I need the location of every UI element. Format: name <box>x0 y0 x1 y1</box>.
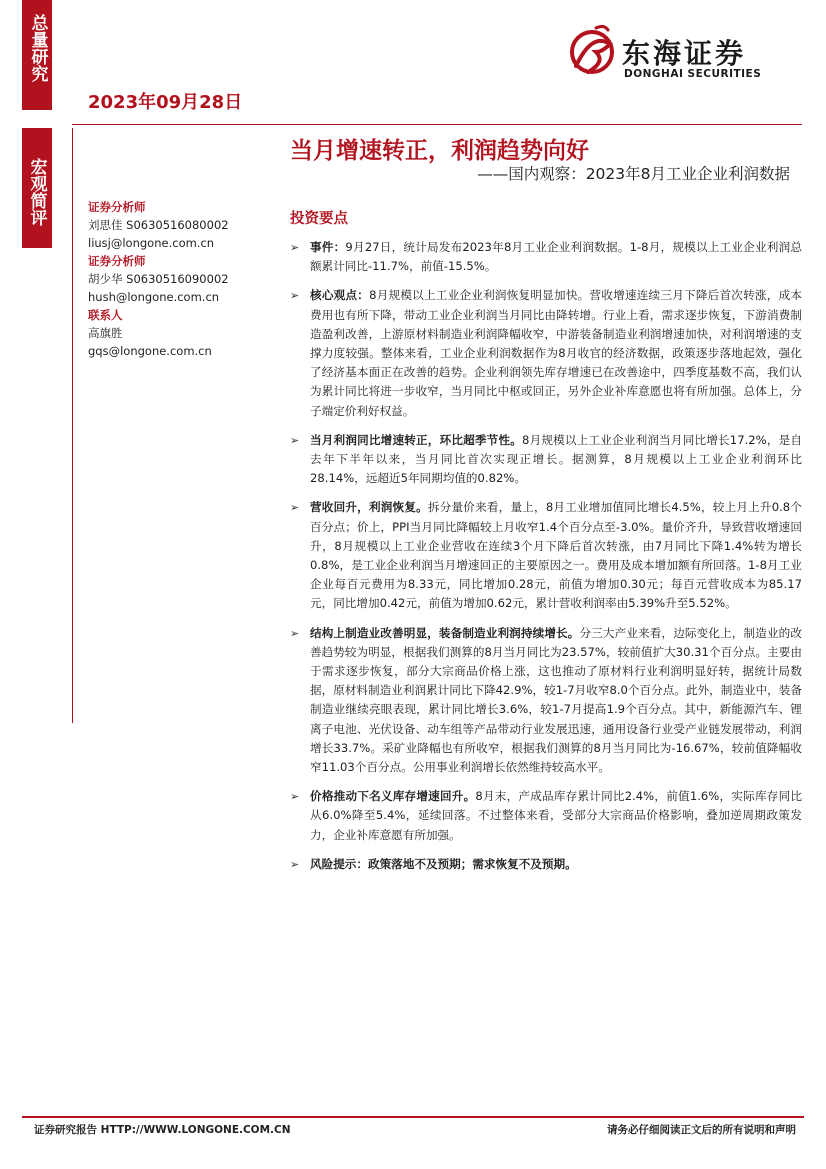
page-subtitle: ——国内观察：2023年8月工业企业利润数据 <box>477 165 790 183</box>
section-heading: 投资要点 <box>290 211 348 227</box>
arrow-bullet-icon: ➢ <box>290 626 300 640</box>
analyst-email[interactable]: hush@longone.com.cn <box>88 290 220 304</box>
analyst-panel <box>88 198 278 360</box>
footer-divider <box>22 1116 804 1118</box>
page-title: 当月增速转正，利润趋势向好 <box>290 138 589 164</box>
left-divider <box>72 128 73 723</box>
list-item <box>290 787 802 845</box>
arrow-bullet-icon: ➢ <box>290 433 300 447</box>
section-tab-research-label: 总量研究 <box>27 14 48 82</box>
bullet-lead: 事件： <box>310 240 346 254</box>
analyst-email[interactable]: liusj@longone.com.cn <box>88 236 215 250</box>
arrow-bullet-icon: ➢ <box>290 857 300 871</box>
header-divider <box>72 124 802 125</box>
list-item <box>290 624 802 778</box>
analyst-name: 胡少华 S0630516090002 <box>88 272 229 286</box>
analyst-role: 证券分析师 <box>88 200 146 214</box>
bullet-lead: 结构上制造业改善明显，装备制造业利润持续增长。 <box>310 625 580 640</box>
dragon-logo-icon <box>566 22 622 80</box>
analyst-entry <box>88 198 278 252</box>
report-date: 2023年09月28日 <box>88 92 243 113</box>
analyst-name: 刘思佳 S0630516080002 <box>88 218 229 232</box>
section-tab-research <box>22 0 52 110</box>
analyst-entry <box>88 252 278 306</box>
bullet-text: 8月规模以上工业企业利润当月同比增长17.2%，是自去年下半年以来，当月同比首次实现正增长。据测算，8月规模以上工业企业利润环比28.14%，远超近5年同期均值的0.82%。 <box>310 432 802 486</box>
bullet-text: 拆分量价来看，量上，8月工业增加值同比增长4.5%，较上月上升0.8个百分点；价上，PPI当月同比降幅较上月收窄1.4个百分点至-3.0%。量价齐升，导致营收增速回升，8月规模以上工业企业营收在连续3个月下降后首次转涨，由7月同比下降1.4%转为增长0.8%，是工业企业利润当月增速回正的主要原因之一。费用及成本增加额有所回落。1-8月工业企业每百元费用为8.33元，同比增加0.28元，前值为增加0.30元；每百元营收成本为85.17元，同比增加0.42元，前值为增加0.62元，累计营收利润率由5.39%升至5.52%。 <box>310 500 802 611</box>
bullet-lead: 营收回升，利润恢复。 <box>310 500 428 515</box>
key-points <box>290 238 802 884</box>
arrow-bullet-icon: ➢ <box>290 501 300 515</box>
list-item <box>290 238 802 276</box>
arrow-bullet-icon: ➢ <box>290 790 300 804</box>
analyst-role: 联系人 <box>88 308 123 322</box>
list-item <box>290 286 802 420</box>
list-item <box>290 855 802 874</box>
list-item <box>290 498 802 613</box>
footer-report-link[interactable]: 证券研究报告 HTTP://WWW.LONGONE.COM.CN <box>34 1124 291 1136</box>
bullet-text: 9月27日，统计局发布2023年8月工业企业利润数据。1-8月，规模以上工业企业利润总额累计同比-11.7%，前值-15.5%。 <box>310 240 802 274</box>
bullet-lead: 核心观点： <box>310 288 370 303</box>
bullet-lead: 当月利润同比增速转正，环比超季节性。 <box>310 432 523 447</box>
bullet-text: 8月规模以上工业企业利润恢复明显加快。营收增速连续三月下降后首次转涨，成本费用也有所下降，带动工业企业利润当月同比由降转增。行业上看，需求逐步恢复，下游消费制造盈利改善，上游原材料制造业利润降幅收窄，中游装备制造业利润增速加快，对利润增速的支撑力度较强。整体来看，工业企业利润数据作为8月收官的经济数据，政策逐步落地起效，强化了经济基本面正在改善的趋势。企业利润领先库存增速已在改善途中，四季度基数不高，我们认为累计同比将进一步收窄，当月同比中枢或回正，另外企业补库意愿也将有所加强。总体上，分子端定价利好权益。 <box>310 288 802 418</box>
analyst-name: 高旗胜 <box>88 326 123 340</box>
analyst-email[interactable]: gqs@longone.com.cn <box>88 344 212 358</box>
bullet-lead: 风险提示：政策落地不及预期；需求恢复不及预期。 <box>310 856 577 871</box>
bullet-text: 分三大产业来看，边际变化上，制造业的改善趋势较为明显，根据我们测算的8月当月同比为23.57%，较前值扩大30.31个百分点。主要由于需求逐步恢复，部分大宗商品价格上涨，这也推动了原材料行业利润明显好转，据统计局数据，原材料制造业利润累计同比下降42.9%，较1-7月收窄8.0个百分点。此外，制造业中，装备制造业继续亮眼表现，累计同比增长3.6%，较1-7月提高1.9个百分点。其中，新能源汽车、锂离子电池、光伏设备、动车组等产品带动行业发展迅速，通用设备行业受产业链发展带动，利润增长33.7%。采矿业降幅也有所收窄，根据我们测算的8月当月同比为-16.67%，较前值降幅收窄11.03个百分点。公用事业利润增长依然维持较高水平。 <box>310 625 802 775</box>
logo-chinese-name: 东海证券 <box>622 37 747 70</box>
analyst-entry <box>88 306 278 360</box>
section-tab-type <box>22 128 52 248</box>
arrow-bullet-icon: ➢ <box>290 289 300 303</box>
analyst-role: 证券分析师 <box>88 254 146 268</box>
arrow-bullet-icon: ➢ <box>290 241 300 254</box>
company-logo <box>566 22 806 82</box>
footer-disclaimer: 请务必仔细阅读正文后的所有说明和声明 <box>607 1124 796 1136</box>
bullet-text: 8月末，产成品库存累计同比2.4%，前值1.6%，实际库存同比从6.0%降至5.4%，延续回落。不过整体来看，受部分大宗商品价格影响，叠加逆周期政策发力，企业补库意愿有所加强。 <box>310 789 802 842</box>
bullet-lead: 价格推动下名义库存增速回升。 <box>310 789 476 804</box>
logo-english-name: DONGHAI SECURITIES <box>624 68 762 80</box>
section-tab-type-label: 宏观简评 <box>26 158 47 226</box>
list-item <box>290 431 802 489</box>
